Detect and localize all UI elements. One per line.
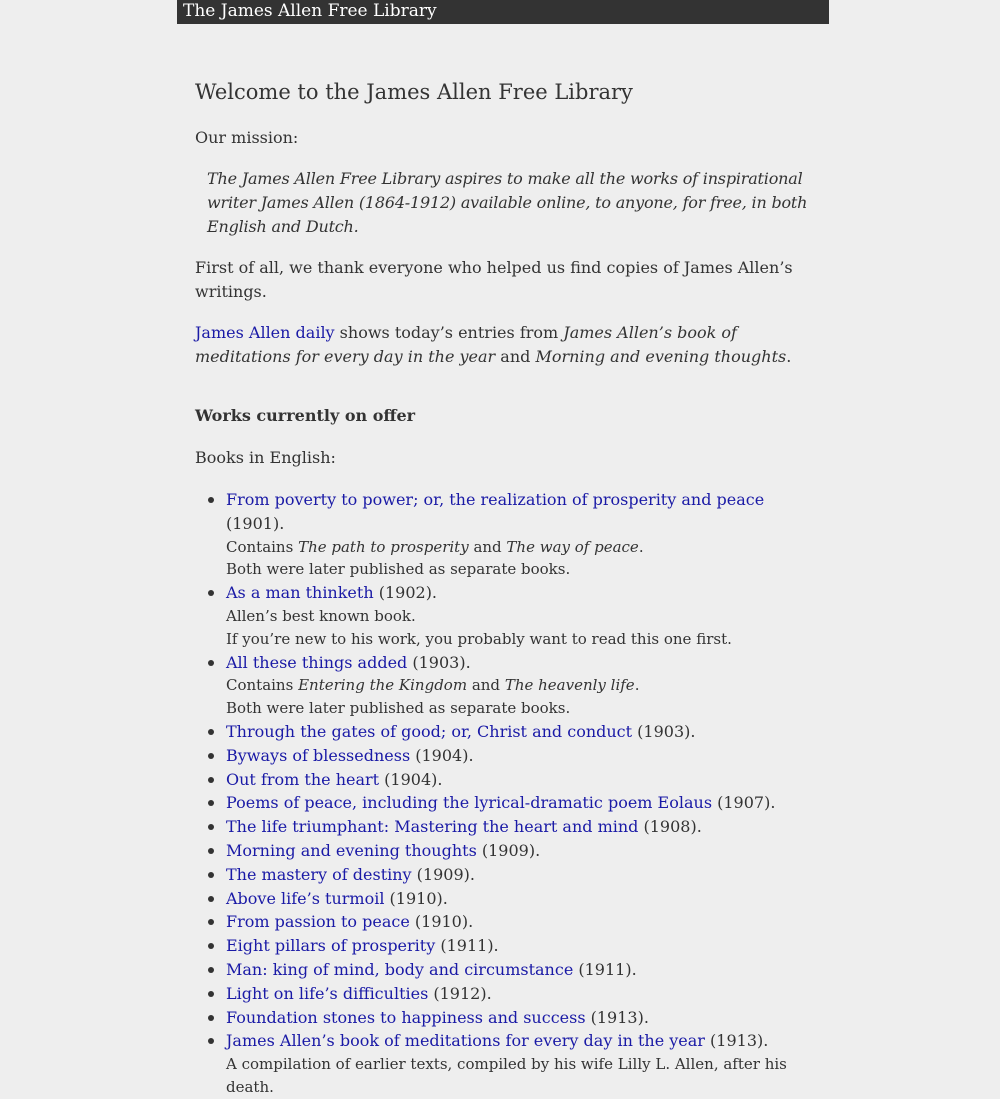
book-note: [226, 536, 811, 559]
book-item: [226, 934, 811, 958]
note-title: The path to prosperity: [298, 537, 469, 556]
book-link[interactable]: The life triumphant: Mastering the heart and mind: [226, 817, 639, 837]
book-year: (1911).: [435, 936, 499, 956]
book-link[interactable]: Through the gates of good; or, Christ and conduct: [226, 721, 633, 741]
book-note: [226, 674, 811, 697]
book-link[interactable]: Poems of peace, including the lyrical-dramatic poem Eolaus: [226, 793, 713, 813]
book-year: (1912).: [428, 983, 492, 1003]
book-link[interactable]: From passion to peace: [226, 912, 410, 932]
book-list: [195, 488, 811, 1099]
book-link[interactable]: Out from the heart: [226, 769, 380, 789]
books-label: Books in English:: [195, 448, 336, 467]
book-item: [226, 839, 811, 863]
thanks-paragraph: First of all, we thank everyone who helped us find copies of James Allen’s writings.: [195, 258, 793, 301]
book-link[interactable]: Byways of blessedness: [226, 745, 411, 765]
book-item: [226, 768, 811, 792]
book-note: Allen’s best known book.: [226, 606, 416, 625]
book-year: (1904).: [410, 745, 474, 765]
book-year: (1902).: [373, 583, 438, 603]
main-content: [177, 79, 829, 1099]
book-year: (1908).: [638, 817, 702, 837]
site-header: [177, 0, 829, 24]
daily-text-1: shows today’s entries from: [334, 323, 564, 342]
book-year: (1910).: [409, 912, 474, 932]
book-link[interactable]: Above life’s turmoil: [226, 888, 385, 908]
book-item: [226, 863, 811, 887]
book-note: Both were later published as separate books.: [226, 560, 571, 579]
book-item: [226, 982, 811, 1006]
book-year: (1903).: [407, 652, 471, 672]
book-item: [226, 791, 811, 815]
book-link[interactable]: Light on life’s difficulties: [226, 983, 429, 1003]
book-year: (1907).: [712, 793, 776, 813]
book-year: (1913).: [585, 1007, 649, 1027]
book-year: (1909).: [411, 864, 475, 884]
book-item: [226, 651, 811, 720]
note-text: .: [638, 537, 644, 556]
note-text: Contains: [226, 537, 299, 556]
book-link[interactable]: The mastery of destiny: [226, 864, 412, 884]
book-note: If you’re new to his work, you probably want to read this one first.: [226, 629, 732, 648]
book-item: [226, 488, 811, 581]
book-item: [226, 720, 811, 744]
book-year: (1901).: [226, 513, 285, 533]
book-link[interactable]: Foundation stones to happiness and success: [226, 1007, 586, 1027]
james-allen-daily-link[interactable]: James Allen daily: [195, 323, 335, 342]
daily-text-2: and: [495, 347, 536, 366]
book-item: [226, 958, 811, 982]
mission-quote: The James Allen Free Library aspires to make all the works of inspirational writer James Allen (1864-1912) available online, to anyone, for free, in both English and Dutch.: [207, 169, 808, 236]
book-year: (1909).: [476, 840, 541, 860]
note-title: The heavenly life: [504, 676, 635, 695]
book-note: A compilation of earlier texts, compiled by his wife Lilly L. Allen, after his death.: [226, 1055, 787, 1096]
book-year: (1910).: [384, 888, 448, 908]
book-link[interactable]: Morning and evening thoughts: [226, 840, 477, 860]
book-link[interactable]: James Allen’s book of meditations for every day in the year: [226, 1031, 705, 1051]
book-item: [226, 910, 811, 934]
note-title: Entering the Kingdom: [298, 676, 468, 695]
note-text: .: [634, 676, 640, 695]
page-title: Welcome to the James Allen Free Library: [195, 80, 633, 104]
book-year: (1913).: [704, 1031, 769, 1051]
book-link[interactable]: As a man thinketh: [226, 583, 374, 603]
book-year: (1911).: [573, 959, 637, 979]
book-year: (1903).: [632, 721, 696, 741]
book-link[interactable]: All these things added: [226, 652, 408, 672]
daily-text-3: .: [786, 347, 792, 366]
daily-book-title-morning: Morning and evening thoughts: [535, 347, 787, 366]
book-item: [226, 744, 811, 768]
book-item: [226, 1029, 811, 1098]
mission-label: Our mission:: [195, 128, 299, 147]
book-item: [226, 815, 811, 839]
daily-paragraph: [195, 321, 811, 369]
page: [177, 0, 829, 1099]
note-title: The way of peace: [506, 537, 639, 556]
daily-book-title-meditations: James Allen’s book of meditations for every day in the year: [195, 323, 737, 366]
note-text: and: [467, 676, 505, 695]
book-year: (1904).: [379, 769, 443, 789]
note-text: and: [468, 537, 507, 556]
book-item: [226, 581, 811, 650]
book-link[interactable]: From poverty to power; or, the realization of prosperity and peace: [226, 490, 765, 509]
book-item: [226, 1006, 811, 1030]
book-item: [226, 887, 811, 911]
book-link[interactable]: Man: king of mind, body and circumstance: [226, 959, 574, 979]
book-link[interactable]: Eight pillars of prosperity: [226, 936, 436, 956]
note-text: Contains: [226, 676, 299, 695]
site-title[interactable]: The James Allen Free Library: [183, 1, 437, 21]
works-heading: Works currently on offer: [195, 406, 416, 425]
book-note: Both were later published as separate books.: [226, 699, 571, 718]
